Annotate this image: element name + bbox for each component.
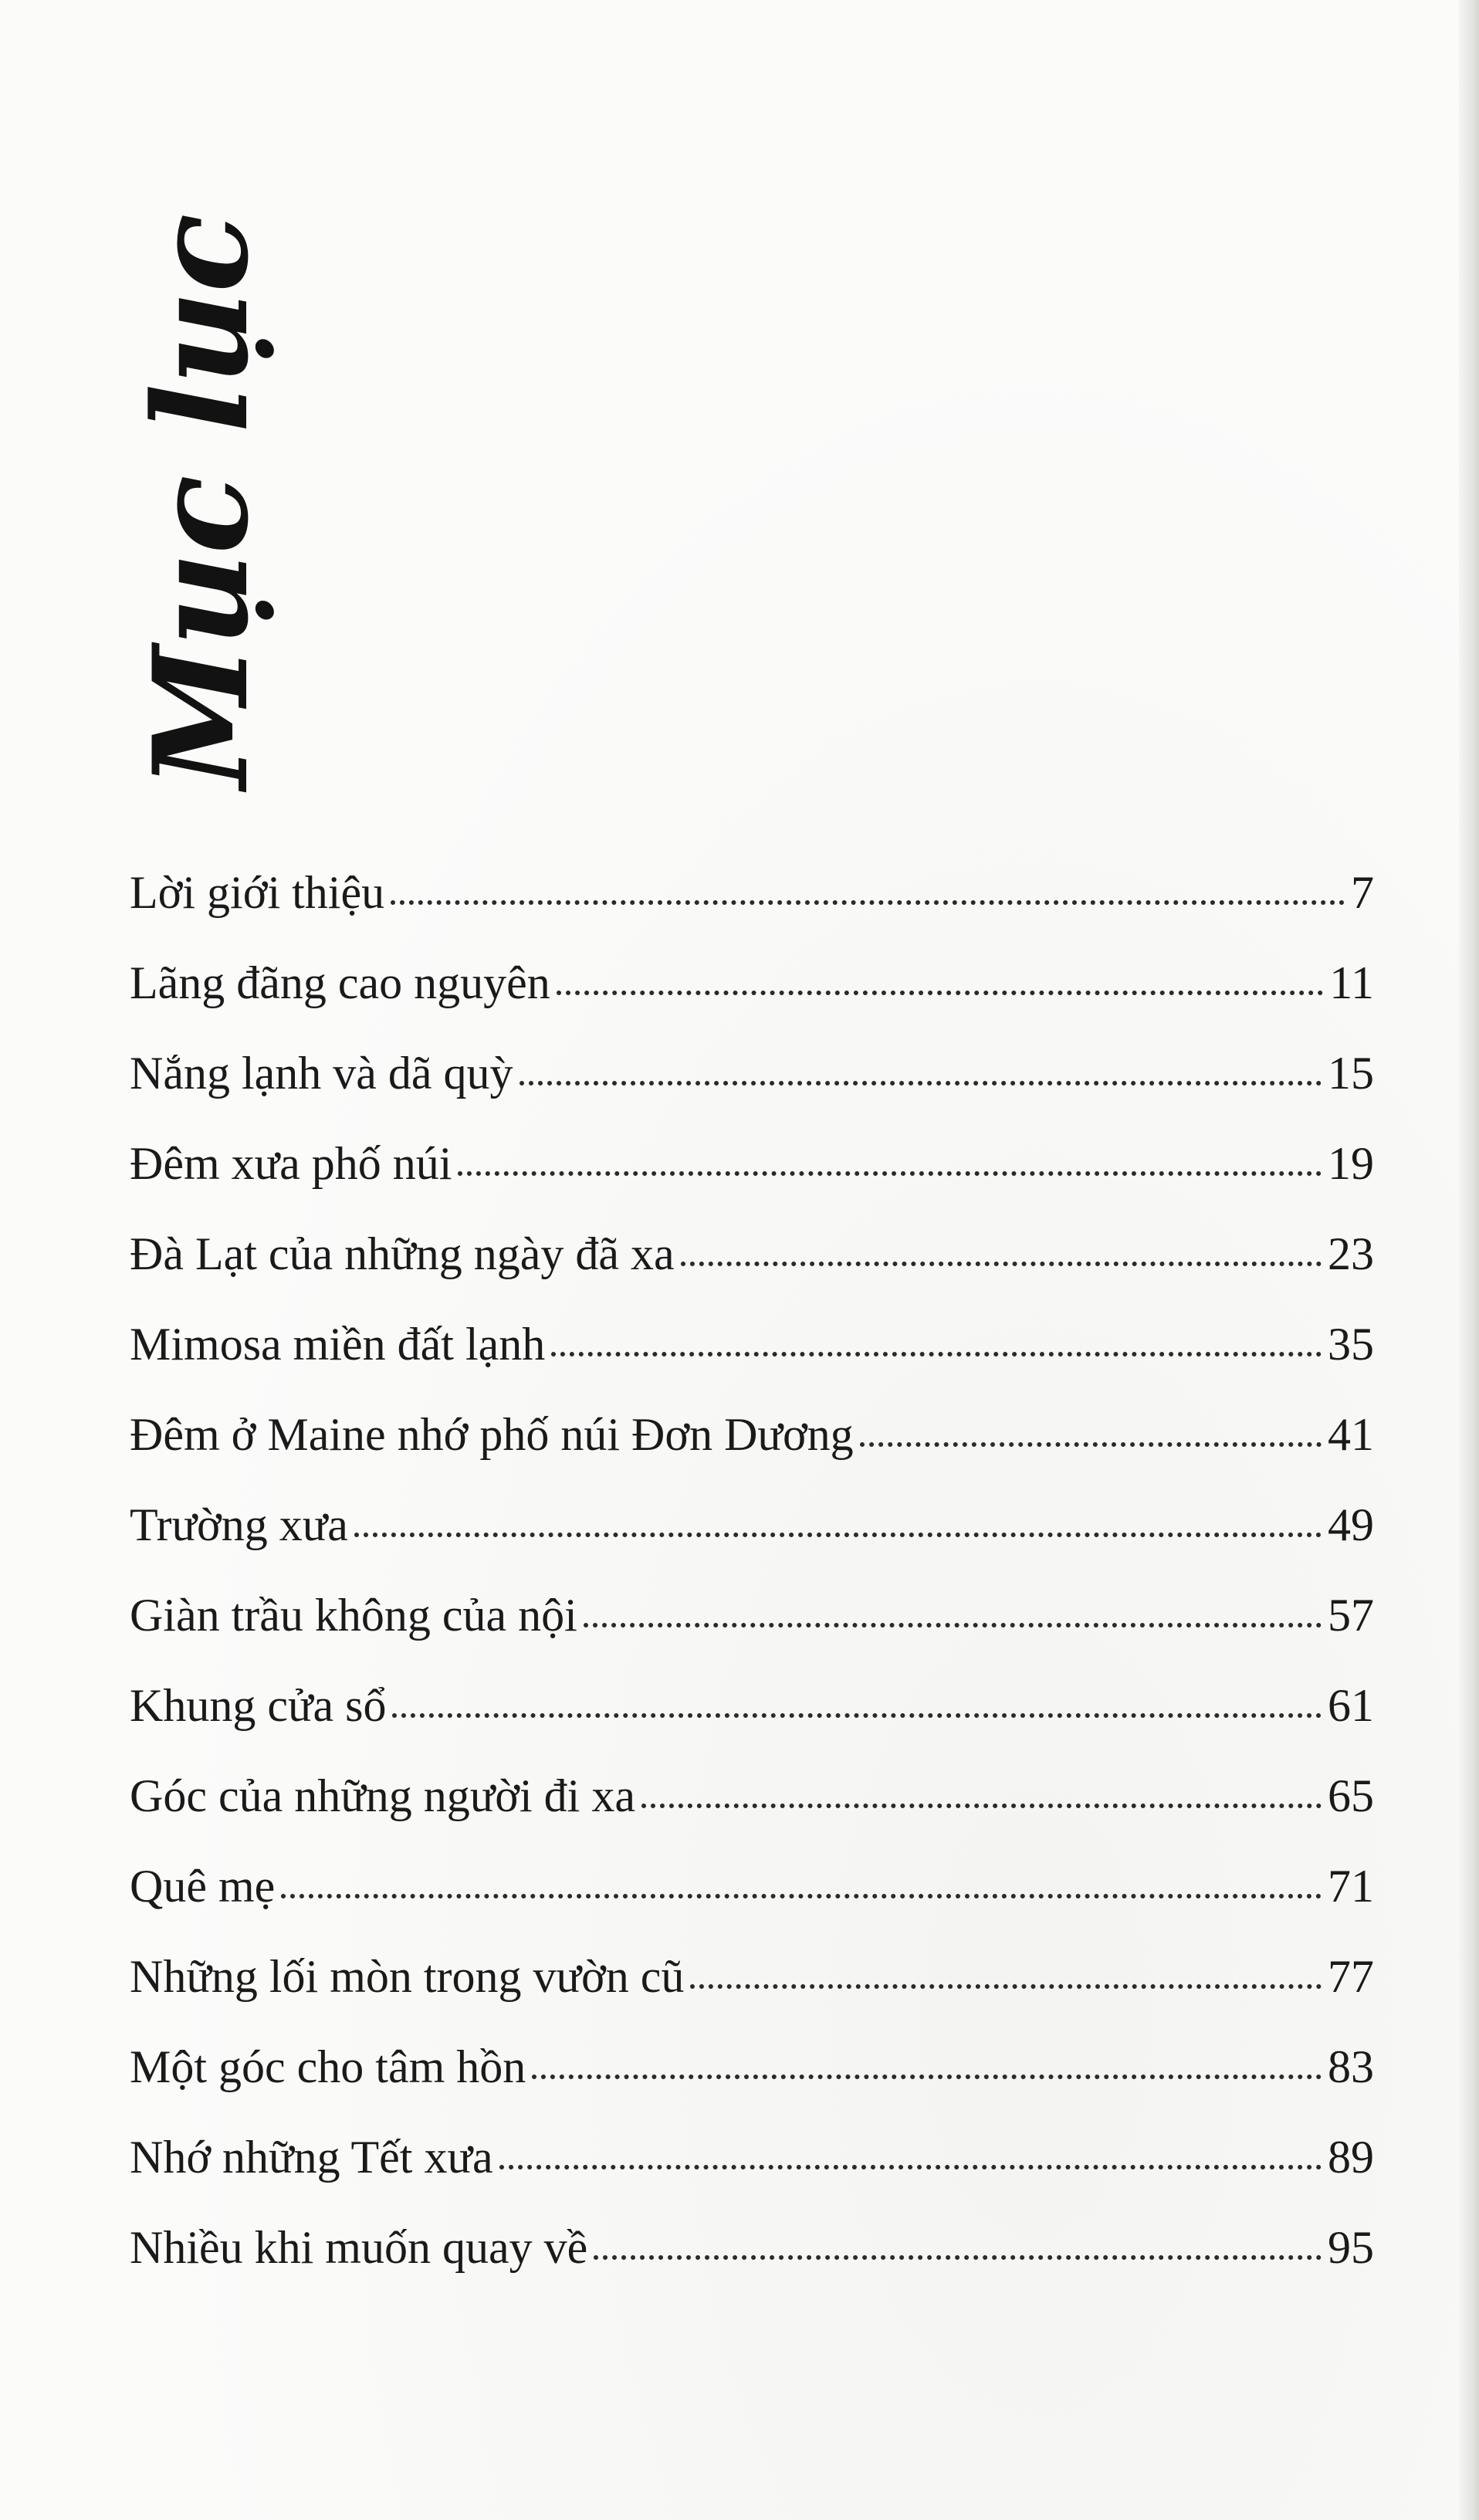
toc-entry — [130, 1661, 1374, 1751]
toc-entry-page-number: 65 — [1328, 1770, 1374, 1821]
toc-entry — [130, 2112, 1374, 2203]
toc-entry-title: Trường xưa — [130, 1499, 348, 1550]
dot-leader — [392, 1713, 1322, 1718]
toc-entry-page-number: 35 — [1328, 1319, 1374, 1370]
toc-entry-title: Những lối mòn trong vườn cũ — [130, 1951, 685, 2002]
dot-leader — [532, 2075, 1322, 2079]
toc-entry — [130, 1119, 1374, 1209]
toc-entry-page-number: 19 — [1328, 1138, 1374, 1189]
toc-entry — [130, 938, 1374, 1028]
toc-entry-page-number: 77 — [1328, 1951, 1374, 2002]
toc-entry — [130, 1480, 1374, 1570]
toc-entry — [130, 848, 1374, 938]
toc-entry-title: Khung cửa sổ — [130, 1680, 387, 1731]
toc-entry-title: Lãng đãng cao nguyên — [130, 957, 550, 1008]
dot-leader — [584, 1623, 1322, 1628]
toc-entry — [130, 1390, 1374, 1480]
dot-leader — [354, 1533, 1322, 1537]
dot-leader — [681, 1262, 1322, 1266]
dot-leader — [458, 1171, 1322, 1176]
toc-entry-page-number: 71 — [1328, 1861, 1374, 1912]
toc-entry-page-number: 89 — [1328, 2132, 1374, 2183]
toc-entry-page-number: 61 — [1328, 1680, 1374, 1731]
toc-entry-title: Nhớ những Tết xưa — [130, 2132, 493, 2183]
toc-entry-page-number: 7 — [1351, 867, 1374, 918]
toc-entry — [130, 1299, 1374, 1390]
toc-entry-title: Quê mẹ — [130, 1861, 276, 1912]
toc-entry-page-number: 41 — [1328, 1409, 1374, 1460]
toc-entry-page-number: 95 — [1328, 2222, 1374, 2273]
toc-entry-title: Đêm ở Maine nhớ phố núi Đơn Dương — [130, 1409, 854, 1460]
toc-entry — [130, 2203, 1374, 2293]
dot-leader — [520, 1081, 1322, 1086]
dot-leader — [557, 991, 1323, 995]
table-of-contents — [130, 848, 1374, 2293]
dot-leader — [551, 1352, 1322, 1357]
dot-leader — [594, 2255, 1322, 2260]
page-edge-shadow — [1459, 0, 1479, 2520]
toc-entry — [130, 1209, 1374, 1299]
toc-entry-title: Mimosa miền đất lạnh — [130, 1319, 546, 1370]
dot-leader — [860, 1442, 1322, 1447]
toc-entry — [130, 1932, 1374, 2022]
toc-entry-title: Giàn trầu không của nội — [130, 1590, 577, 1641]
toc-entry-title: Đêm xưa phố núi — [130, 1138, 452, 1189]
toc-entry — [130, 1751, 1374, 1841]
toc-entry-title: Lời giới thiệu — [130, 867, 385, 918]
toc-entry — [130, 1028, 1374, 1119]
toc-entry-title: Góc của những người đi xa — [130, 1770, 635, 1821]
toc-entry-page-number: 83 — [1328, 2041, 1374, 2092]
toc-entry-title: Một góc cho tâm hồn — [130, 2041, 526, 2092]
toc-entry-title: Nắng lạnh và dã quỳ — [130, 1048, 513, 1099]
page-title: Mục lục — [124, 215, 277, 789]
title-block — [124, 215, 278, 789]
dot-leader — [641, 1804, 1322, 1808]
toc-entry-page-number: 57 — [1328, 1590, 1374, 1641]
toc-entry-title: Đà Lạt của những ngày đã xa — [130, 1228, 675, 1279]
toc-entry-page-number: 15 — [1328, 1048, 1374, 1099]
toc-entry — [130, 2022, 1374, 2112]
toc-entry-page-number: 11 — [1329, 957, 1374, 1008]
dot-leader — [499, 2165, 1322, 2169]
dot-leader — [690, 1984, 1322, 1989]
dot-leader — [281, 1894, 1322, 1898]
dot-leader — [391, 900, 1345, 905]
toc-entry — [130, 1570, 1374, 1661]
toc-entry-title: Nhiều khi muốn quay về — [130, 2222, 588, 2273]
toc-entry — [130, 1841, 1374, 1932]
toc-entry-page-number: 23 — [1328, 1228, 1374, 1279]
toc-entry-page-number: 49 — [1328, 1499, 1374, 1550]
